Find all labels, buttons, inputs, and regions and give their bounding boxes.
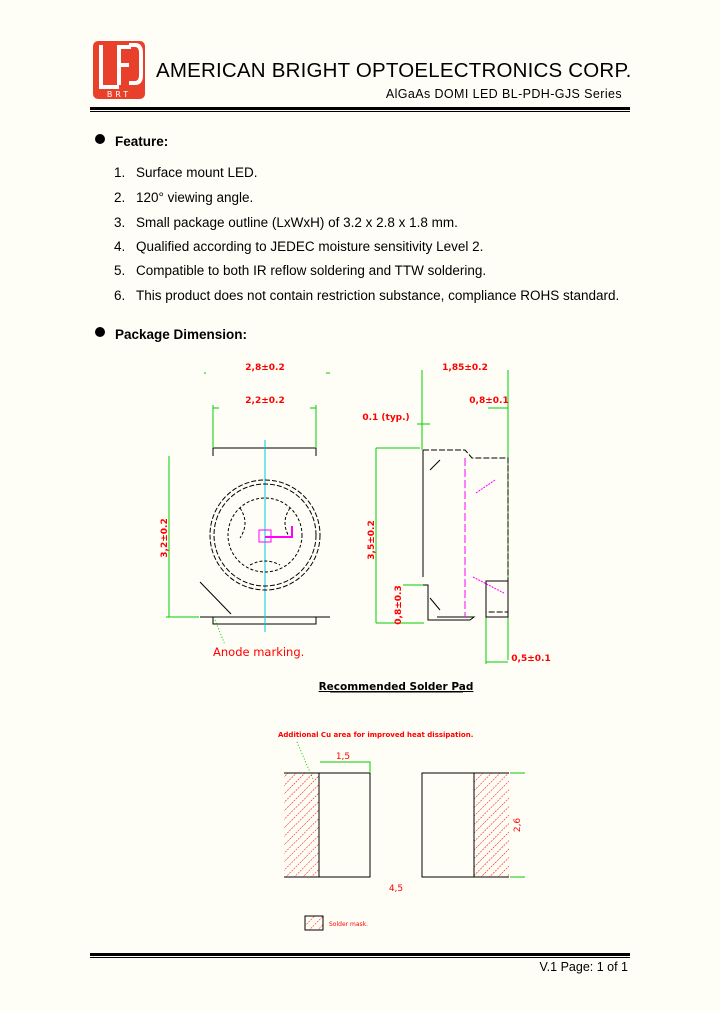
pad-span-dim: 4,5 bbox=[388, 884, 404, 894]
front-view bbox=[166, 373, 330, 645]
dim-depth-lens: 0,8±0.1 bbox=[469, 396, 509, 406]
anode-marking-label: Anode marking. bbox=[213, 645, 305, 659]
solder-mask-legend: Solder mask. bbox=[329, 921, 369, 928]
footer-divider bbox=[90, 953, 630, 956]
package-heading: Package Dimension: bbox=[115, 327, 248, 342]
svg-text:BRT: BRT bbox=[106, 90, 132, 99]
dim-depth: 1,85±0.2 bbox=[442, 363, 488, 373]
solder-mask-swatch bbox=[305, 916, 323, 930]
item-number: 2. bbox=[114, 190, 126, 205]
item-text: Qualified according to JEDEC moisture sensitivity Level 2. bbox=[136, 239, 484, 254]
dim-width-inner: 2,2±0.2 bbox=[245, 396, 285, 406]
item-text: This product does not contain restriction substance, compliance ROHS standard. bbox=[136, 288, 620, 303]
solder-pad-title: Recommended Solder Pad bbox=[318, 681, 474, 693]
dim-width-outer: 2,8±0.2 bbox=[245, 363, 285, 373]
dim-height-front: 3,2±0.2 bbox=[160, 518, 170, 558]
item-text: Small package outline (LxWxH) of 3.2 x 2.8 x 1.8 mm. bbox=[136, 215, 458, 230]
item-number: 3. bbox=[114, 215, 126, 230]
pad-height-dim: 2,6 bbox=[513, 817, 523, 833]
item-text: Surface mount LED. bbox=[136, 165, 258, 180]
cu-area-note: Additional Cu area for improved heat dissipation. bbox=[278, 731, 474, 739]
item-number: 1. bbox=[114, 165, 126, 180]
company-name: AMERICAN BRIGHT OPTOELECTRONICS CORP. bbox=[156, 59, 632, 82]
dim-lead-thickness: 0.1 (typ.) bbox=[362, 413, 410, 423]
dim-height-side: 3,5±0.2 bbox=[367, 520, 377, 560]
product-series: AlGaAs DOMI LED BL-PDH-GJS Series bbox=[385, 87, 622, 101]
item-number: 6. bbox=[114, 288, 126, 303]
solder-pad-right bbox=[422, 773, 509, 877]
dim-lead-width: 0,5±0.1 bbox=[511, 654, 551, 664]
footer-divider-thin bbox=[90, 957, 630, 958]
feature-heading: Feature: bbox=[115, 134, 169, 149]
item-text: 120° viewing angle. bbox=[136, 190, 254, 205]
solder-pad-left bbox=[284, 773, 370, 877]
item-number: 4. bbox=[114, 239, 126, 254]
item-text: Compatible to both IR reflow soldering and TTW soldering. bbox=[136, 263, 487, 278]
dim-lead-height: 0,8±0.3 bbox=[394, 585, 404, 625]
item-number: 5. bbox=[114, 263, 126, 278]
page-number: V.1 Page: 1 of 1 bbox=[539, 960, 628, 974]
pad-width-dim: 1,5 bbox=[335, 752, 351, 762]
